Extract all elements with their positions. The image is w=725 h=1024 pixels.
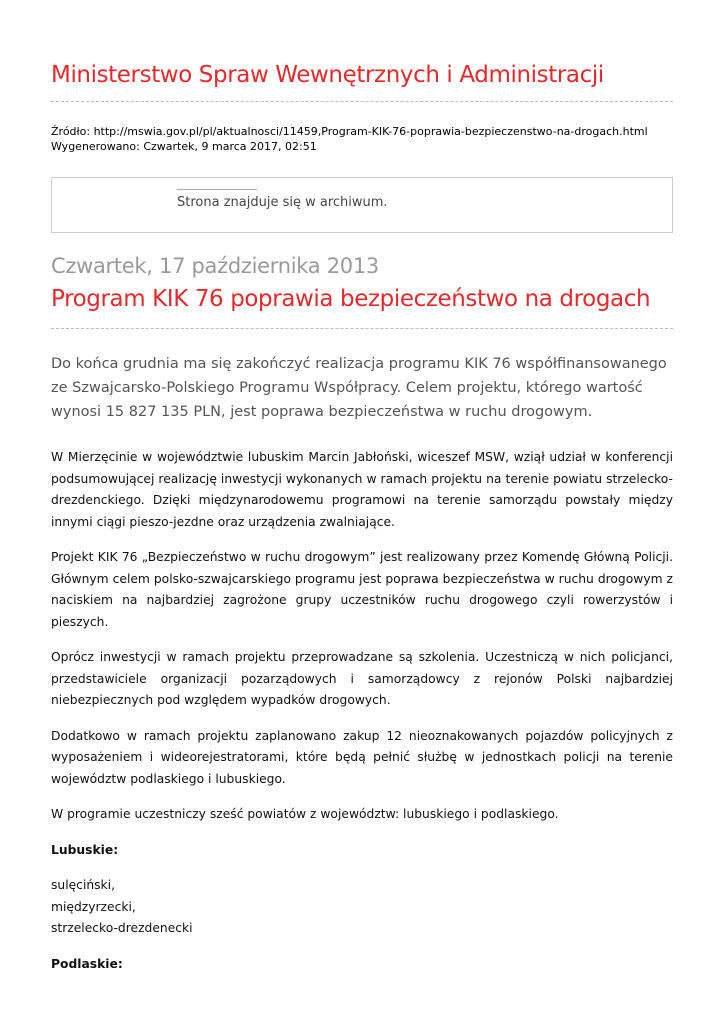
article-title: Program KIK 76 poprawia bezpieczeństwo na drogach [51,286,651,312]
article-paragraph: Dodatkowo w ramach projektu zaplanowano zakup 12 nieoznakowanych pojazdów policyjnych z wyposażeniem i wideorejestratorami, które będą pełnić służbę w jednostkach policji na terenie województw podlaskiego i lubuskiego. [51,728,673,786]
podlaskie-heading: Podlaskie: [51,956,123,971]
list-item: międzyrzecki, [51,899,136,914]
article-date: Czwartek, 17 października 2013 [51,254,379,278]
article-title-divider [51,328,673,329]
article-paragraph: W Mierzęcinie w województwie lubuskim Marcin Jabłoński, wiceszef MSW, wziął udział w konferencji podsumowującej realizację inwestycji wykonanych w ramach projektu na terenie powiatu strzelecko-drezdenckiego. Dzięki międzynarodowemu programowi na terenie samorządu powstały między innymi ciągi pieszo-jezdne oraz urządzenia zwalniające. [51,450,673,529]
article-lead: Do końca grudnia ma się zakończyć realizacja programu KIK 76 współfinansowanego ze Szwajcarsko-Polskiego Programu Współpracy. Celem projektu, którego wartość wynosi 15 827 135 PLN, jest poprawa bezpieczeństwa w ruchu drogowym. [51,356,667,420]
archive-rule [177,189,257,190]
list-item: strzelecko-drezdenecki [51,921,193,935]
source-line: Źródło: http://mswia.gov.pl/pl/aktualnosci/11459,Program-KIK-76-poprawia-bezpieczenstwo-na-drogach.html [51,125,648,138]
generated-line: Wygenerowano: Czwartek, 9 marca 2017, 02:51 [51,140,317,153]
lubuskie-heading: Lubuskie: [51,842,119,857]
article-paragraph: Oprócz inwestycji w ramach projektu przeprowadzane są szkolenia. Uczestniczą w nich policjanci, przedstawiciele organizacji pozarządowych i samorządowcy z rejonów Polski najbardziej niebezpiecznych pod względem wypadków drogowych. [51,650,673,707]
archive-notice-box [51,177,673,233]
article-paragraph: W programie uczestniczy sześć powiatów z województw: lubuskiego i podlaskiego. [51,807,559,821]
lubuskie-list [51,875,673,940]
article-paragraph: Projekt KIK 76 „Bezpieczeństwo w ruchu drogowym” jest realizowany przez Komendę Główną Policji. Głównym celem polsko-szwajcarskiego programu jest poprawa bezpieczeństwa w ruchu drogowym z naciskiem na najbardziej zagrożone grupy uczestników ruchu drogowego czyli rowerzystów i pieszych. [51,550,673,629]
site-title: Ministerstwo Spraw Wewnętrznych i Administracji [51,62,604,88]
article-body [51,447,673,989]
title-divider [51,101,673,102]
list-item: sulęciński, [51,878,116,892]
archive-notice: Strona znajduje się w archiwum. [177,195,388,210]
document-meta [51,124,648,154]
